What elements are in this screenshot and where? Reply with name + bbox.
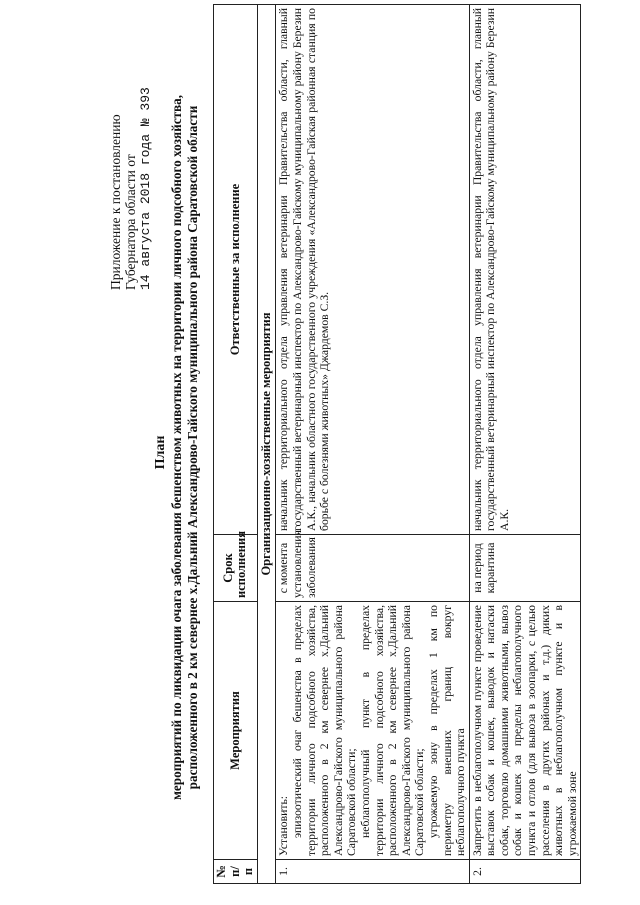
approval-line-2: Губернатора области от bbox=[123, 154, 138, 290]
header-num: № п/п bbox=[214, 860, 258, 884]
row-activity: Запретить в неблагополучном пункте проведение выставок собак и кошек, выводок и натаски собак, торговлю домашними животными, вывоз собак и кошек за пределы неблагополучного пункта и отлов (для вывоза в зоопарки, с целью расселения в других районах и т.д.) диких животных в неблагополучном пункте и в угрожаемой зоне bbox=[469, 602, 581, 860]
activity-intro: Установить: bbox=[277, 795, 291, 856]
approval-stamp bbox=[108, 30, 153, 290]
row-term: на период карантина bbox=[469, 535, 581, 602]
section-row bbox=[257, 5, 276, 884]
row-activity bbox=[276, 602, 469, 860]
approval-line-1: Приложение к постановлению bbox=[108, 114, 123, 290]
activity-part: угрожаемую зону в пределах 1 км по периметру внешних границ вокруг неблагополучного пункта bbox=[426, 605, 468, 856]
header-responsible: Ответственные за исполнение bbox=[214, 5, 258, 535]
table-row bbox=[276, 5, 469, 884]
plan-subtitle: мероприятий по ликвидации очага заболевания бешенством животных на территории личного подсобного хозяйства, расположенного в 2 км севернее х.Дальний Александрово-Гайского муниципального района Саратовской области bbox=[169, 94, 200, 801]
section-title: Организационно-хозяйственные мероприятия bbox=[257, 5, 276, 884]
header-term: Срок исполнения bbox=[214, 535, 258, 602]
row-responsible: начальник территориального отдела управления ветеринарии Правительства области, главный государственный ветеринарный инспектор по Александрово-Гайскому муниципальному району Березин А.К., начальник областного государственного учреждения «Александрово-Гайская районная станция по борьбе с болезнями животных» Джардемов С.З. bbox=[276, 5, 469, 535]
row-responsible: начальник территориального отдела управления ветеринарии Правительства области, главный государственный ветеринарный инспектор по Александрово-Гайскому муниципальному району Березин А.К. bbox=[469, 5, 581, 535]
row-term: с момента установления заболевания bbox=[276, 535, 469, 602]
table-header-row bbox=[214, 5, 258, 884]
row-num: 2. bbox=[469, 860, 581, 884]
table-row bbox=[469, 5, 581, 884]
plan-title: План bbox=[153, 435, 168, 470]
approval-line-3: 14 августа 2018 года № 393 bbox=[138, 87, 153, 290]
row-num: 1. bbox=[276, 860, 469, 884]
measures-table bbox=[213, 4, 581, 884]
activity-part: эпизоотический очаг бешенства в пределах территории личного подсобного хозяйства, расположенного в 2 км севернее х.Дальний Александрово-Гайского муниципального района Саратовской области; bbox=[290, 605, 359, 856]
activity-part: неблагополучный пункт в пределах территории личного подсобного хозяйства, расположенного в 2 км севернее х.Дальний Александрово-Гайского муниципального района Саратовской области; bbox=[358, 605, 427, 856]
header-activity: Мероприятия bbox=[214, 602, 258, 860]
